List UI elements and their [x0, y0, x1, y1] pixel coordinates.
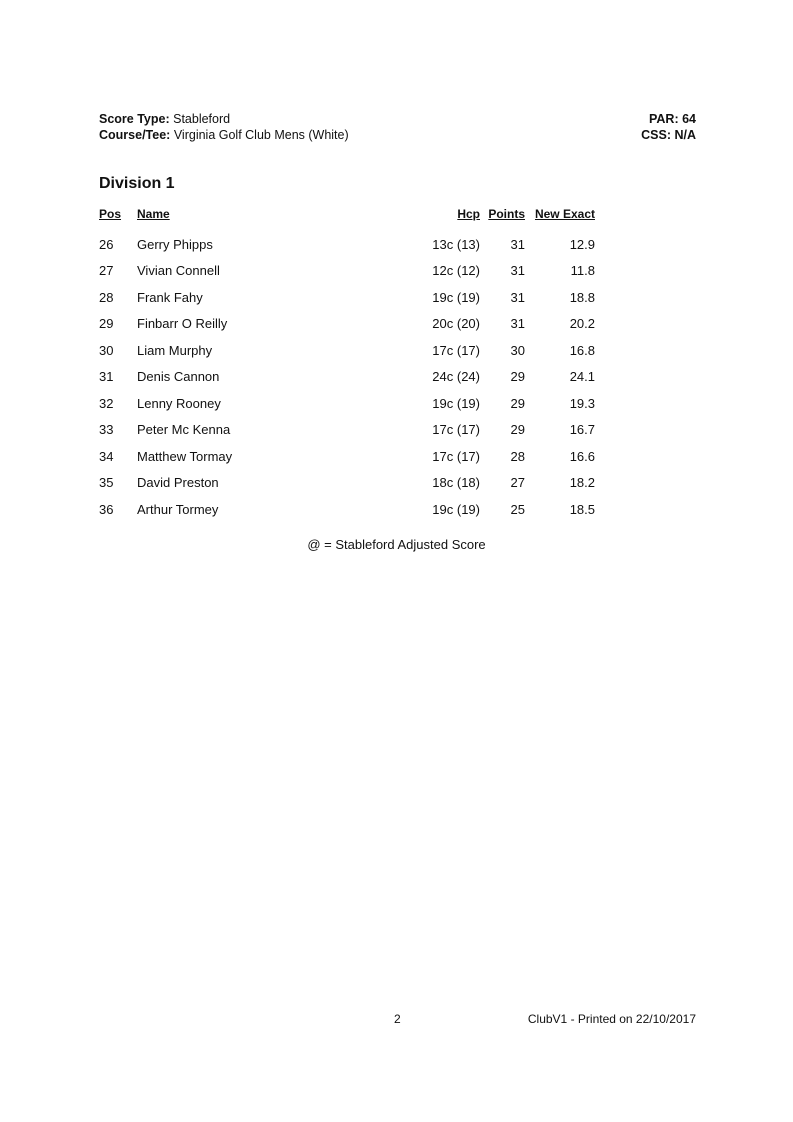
- cell-hcp: 17c (17): [432, 422, 480, 438]
- cell-name: Denis Cannon: [137, 369, 220, 385]
- cell-pos: 28: [99, 289, 114, 305]
- score-type-label: Score Type:: [99, 112, 170, 126]
- cell-points: 31: [510, 289, 525, 305]
- cell-points: 31: [510, 236, 525, 252]
- cell-name: Liam Murphy: [137, 342, 213, 358]
- cell-hcp: 19c (19): [432, 289, 480, 305]
- cell-name: David Preston: [137, 475, 219, 491]
- cell-points: 27: [510, 475, 525, 491]
- cell-name: Lenny Rooney: [137, 395, 221, 411]
- cell-hcp: 19c (19): [432, 501, 480, 517]
- cell-name: Finbarr O Reilly: [137, 316, 228, 332]
- table-row: [99, 258, 595, 285]
- cell-pos: 29: [99, 316, 114, 332]
- cell-points: 31: [510, 263, 525, 279]
- table-header-row: [99, 204, 595, 224]
- col-header-new-exact: New Exact: [534, 207, 595, 221]
- par-value: PAR: 64: [648, 112, 696, 126]
- cell-hcp: 18c (18): [432, 475, 480, 491]
- cell-pos: 26: [99, 236, 114, 252]
- cell-new-exact: 16.6: [569, 448, 595, 464]
- cell-pos: 32: [99, 395, 114, 411]
- cell-pos: 30: [99, 342, 114, 358]
- table-row: [99, 311, 595, 338]
- cell-new-exact: 11.8: [570, 263, 595, 279]
- cell-points: 31: [510, 316, 525, 332]
- printed-info: ClubV1 - Printed on 22/10/2017: [527, 1012, 696, 1026]
- cell-hcp: 13c (13): [432, 236, 480, 252]
- table-row: [99, 390, 595, 417]
- course-tee-value: Virginia Golf Club Mens (White): [173, 128, 349, 142]
- table-row: [99, 231, 595, 258]
- course-tee-label: Course/Tee:: [99, 128, 171, 142]
- header-spacer: [99, 224, 595, 231]
- col-header-pos: Pos: [99, 207, 122, 221]
- cell-pos: 33: [99, 422, 114, 438]
- cell-new-exact: 18.5: [569, 501, 595, 517]
- table-row: [99, 443, 595, 470]
- cell-name: Matthew Tormay: [137, 448, 233, 464]
- table-row: [99, 364, 595, 391]
- cell-pos: 36: [99, 501, 114, 517]
- course-tee-line: [99, 127, 349, 143]
- cell-new-exact: 16.7: [569, 422, 595, 438]
- cell-new-exact: 19.3: [569, 395, 595, 411]
- table-row: [99, 284, 595, 311]
- cell-points: 25: [510, 501, 525, 517]
- cell-hcp: 20c (20): [432, 316, 480, 332]
- col-header-hcp: Hcp: [457, 207, 480, 221]
- cell-points: 28: [510, 448, 525, 464]
- footnote: @ = Stableford Adjusted Score: [307, 537, 486, 552]
- cell-hcp: 19c (19): [432, 395, 480, 411]
- cell-pos: 34: [99, 448, 114, 464]
- cell-new-exact: 18.2: [569, 475, 595, 491]
- cell-name: Vivian Connell: [137, 263, 220, 279]
- cell-name: Frank Fahy: [137, 289, 203, 305]
- cell-new-exact: 16.8: [569, 342, 595, 358]
- page-number: 2: [394, 1012, 401, 1026]
- cell-new-exact: 12.9: [569, 236, 595, 252]
- cell-hcp: 12c (12): [432, 263, 480, 279]
- table-row: [99, 496, 595, 523]
- css-value: CSS: N/A: [641, 128, 696, 142]
- table-row: [99, 337, 595, 364]
- division-title: Division 1: [99, 175, 175, 192]
- table-row: [99, 470, 595, 497]
- cell-hcp: 17c (17): [432, 342, 480, 358]
- cell-points: 29: [510, 422, 525, 438]
- score-type-line: [99, 111, 349, 127]
- score-type-value: Stableford: [173, 112, 231, 126]
- table-row: [99, 417, 595, 444]
- col-header-name: Name: [137, 207, 170, 221]
- cell-points: 30: [510, 342, 525, 358]
- cell-name: Arthur Tormey: [137, 501, 219, 517]
- cell-pos: 31: [99, 369, 114, 385]
- cell-new-exact: 24.1: [569, 369, 595, 385]
- cell-points: 29: [510, 395, 525, 411]
- cell-hcp: 17c (17): [432, 448, 480, 464]
- cell-pos: 35: [99, 475, 114, 491]
- cell-points: 29: [510, 369, 525, 385]
- cell-hcp: 24c (24): [432, 369, 480, 385]
- cell-name: Peter Mc Kenna: [137, 422, 231, 438]
- report-header-right: [641, 111, 696, 143]
- cell-new-exact: 18.8: [569, 289, 595, 305]
- results-body: [99, 231, 595, 523]
- cell-name: Gerry Phipps: [137, 236, 213, 252]
- col-header-points: Points: [488, 207, 525, 221]
- results-table: [99, 204, 595, 523]
- cell-new-exact: 20.2: [569, 316, 595, 332]
- cell-pos: 27: [99, 263, 114, 279]
- report-header-left: [99, 111, 349, 143]
